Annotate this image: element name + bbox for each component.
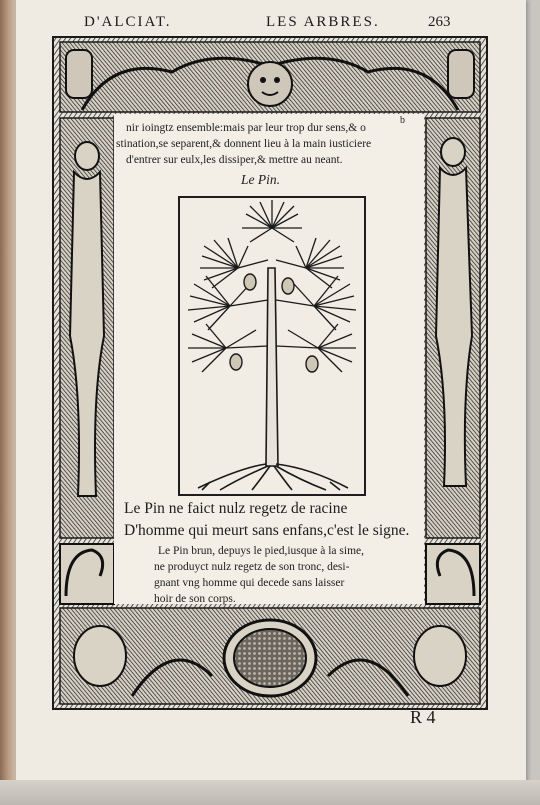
intro-superscript: b [400,115,405,126]
pine-tree-woodcut [180,198,364,494]
running-head-center: LES ARBRES. [266,14,380,30]
emblem-woodcut-frame [178,196,366,496]
intro-line: nir ioingtz ensemble:mais par leur trop dur sens,& o [126,122,366,134]
running-head-left: D'ALCIAT. [84,14,172,30]
motto-line: Le Pin ne faict nulz regetz de racine [124,500,348,517]
motto-line: D'homme qui meurt sans enfans,c'est le signe. [124,522,410,539]
commentary-line: gnant vng homme qui decede sans laisser [154,577,345,589]
scan-background-strip [0,780,540,805]
intro-line: d'entrer sur eulx,les dissiper,& mettre au neant. [126,154,343,166]
commentary-line: hoir de son corps. [154,593,236,605]
commentary-line: Le Pin brun, depuys le pied,iusque à la sime, [158,545,365,557]
commentary-line: ne produyct nulz regetz de son tronc, desi- [154,561,350,573]
signature-mark: R 4 [410,707,436,727]
page-number: 263 [428,14,451,30]
intro-line: stination,se separent,& donnent lieu à la main iusticiere [116,138,372,150]
emblem-title: Le Pin. [241,172,280,187]
